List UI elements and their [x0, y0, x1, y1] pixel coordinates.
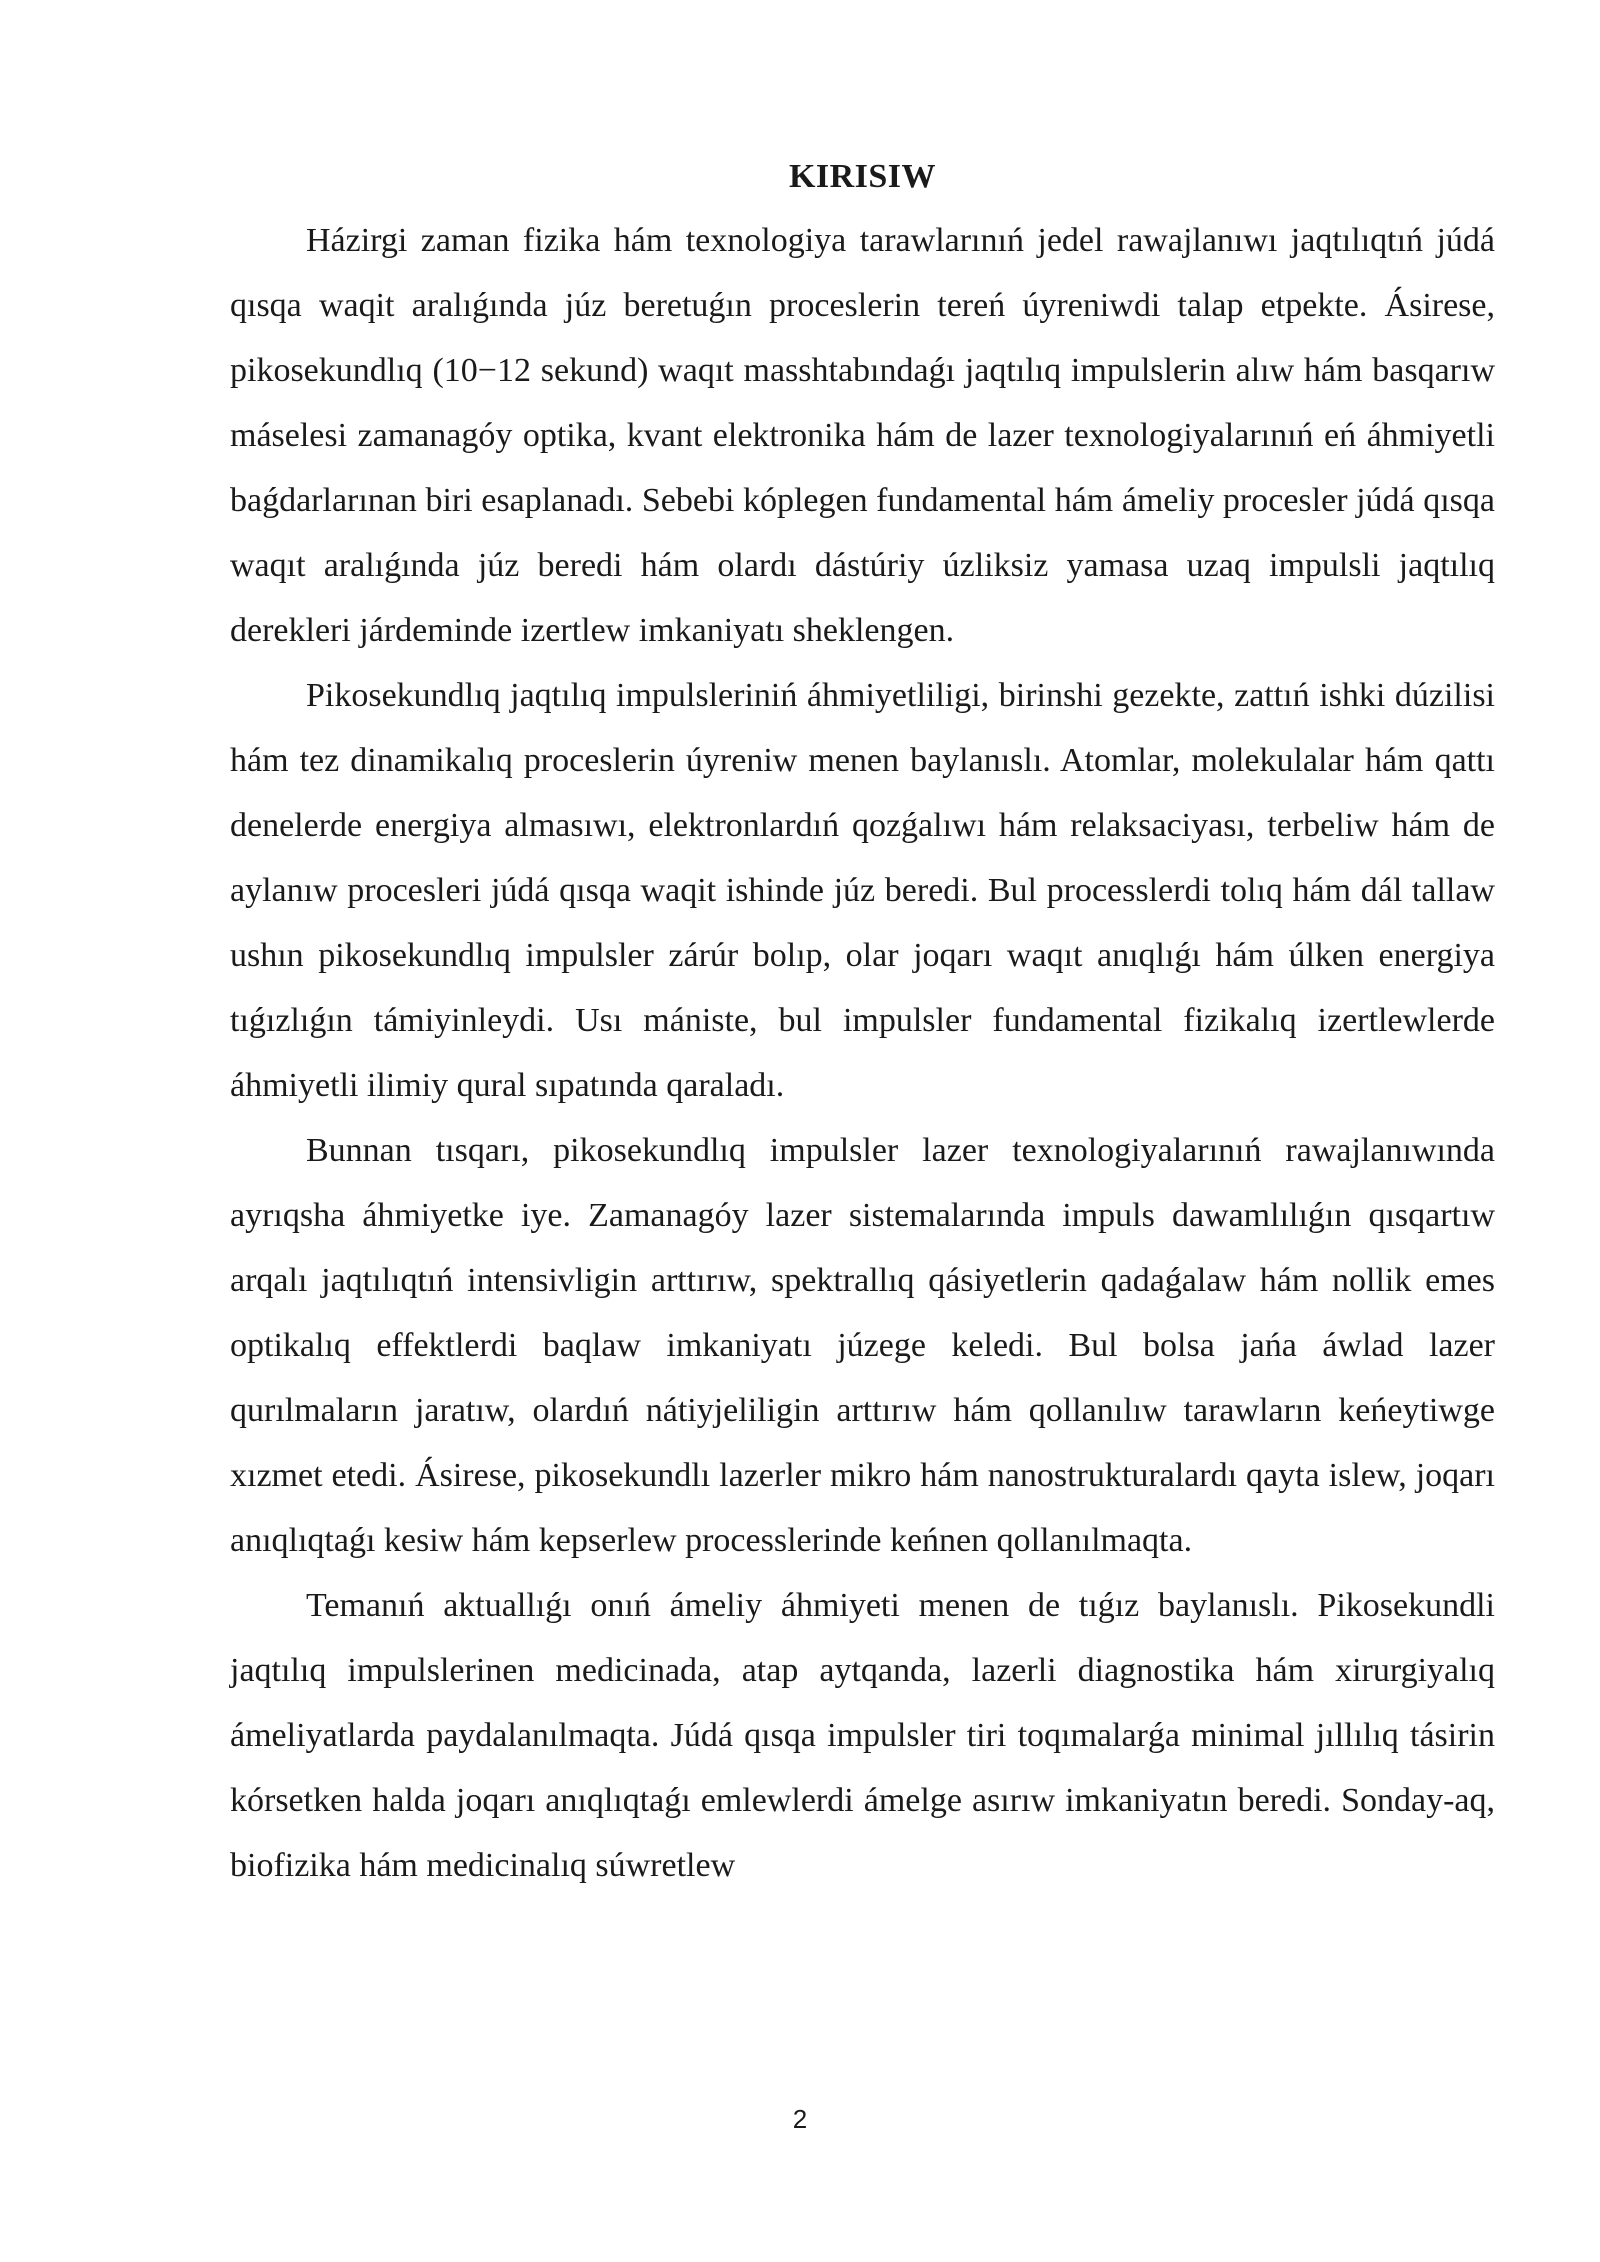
paragraph-1: Házirgi zaman fizika hám texnologiya tarawlarınıń jedel rawajlanıwı jaqtılıqtıń júdá qısqa waqit aralıǵında júz beretuǵın proceslerin tereń úyreniwdi talap etpekte. Ásirese, pikosekundlıq (10−12 sekund) waqıt masshtabındaǵı jaqtılıq impulslerin alıw hám basqarıw máselesi zamanagóy optika, kvant elektronika hám de lazer texnologiyalarınıń eń áhmiyetli baǵdarlarınan biri esaplanadı. Sebebi kóplegen fundamental hám ámeliy procesler júdá qısqa waqıt aralıǵında júz beredi hám olardı dástúriy úzliksiz yamasa uzaq impulsli jaqtılıq derekleri járdeminde izertlew imkaniyatı sheklengen.: [230, 222, 1495, 649]
section-title: KIRISIW: [788, 158, 937, 195]
paragraph-3: Bunnan tısqarı, pikosekundlıq impulsler lazer texnologiyalarınıń rawajlanıwında ayrıqsha áhmiyetke iye. Zamanagóy lazer sistemalarında impuls dawamlılıǵın qısqartıw arqalı jaqtılıqtıń intensivligin arttırıw, spektrallıq qásiyetlerin qadaǵalaw hám nollik emes optikalıq effektlerdi baqlaw imkaniyatı júzege keledi. Bul bolsa jańa áwlad lazer qurılmaların jaratıw, olardıń nátiyjeliligin arttırıw hám qollanılıw tarawların keńeytiwge xızmet etedi. Ásirese, pikosekundlı lazerler mikro hám nanostrukturalardı qayta islew, joqarı anıqlıqtaǵı kesiw hám kepserlew processlerinde keńnen qollanılmaqta.: [230, 1132, 1495, 1559]
page-content: [230, 146, 1495, 1898]
paragraph-2: Pikosekundlıq jaqtılıq impulsleriniń áhmiyetliligi, birinshi gezekte, zattıń ishki dúzilisi hám tez dinamikalıq proceslerin úyreniw menen baylanıslı. Atomlar, molekulalar hám qattı denelerde energiya almasıwı, elektronlardıń qozǵalıwı hám relaksaciyası, terbeliw hám de aylanıw procesleri júdá qısqa waqit ishinde júz beredi. Bul processlerdi tolıq hám dál tallaw ushın pikosekundlıq impulsler zárúr bolıp, olar joqarı waqıt anıqlıǵı hám úlken energiya tıǵızlıǵın támiyinleydi. Usı mániste, bul impulsler fundamental fizikalıq izertlewlerde áhmiyetli ilimiy qural sıpatında qaraladı.: [230, 677, 1495, 1104]
paragraph-4: Temanıń aktuallıǵı onıń ámeliy áhmiyeti menen de tıǵız baylanıslı. Pikosekundli jaqtılıq impulslerinen medicinada, atap aytqanda, lazerli diagnostika hám xirurgiyalıq ámeliyatlarda paydalanılmaqta. Júdá qısqa impulsler tiri toqımalarǵa minimal jıllılıq tásirin kórsetken halda joqarı anıqlıqtaǵı emlewlerdi ámelge asırıw imkaniyatın beredi. Sonday-aq, biofizika hám medicinalıq súwretlew: [230, 1587, 1495, 1884]
page-number: 2: [792, 2104, 808, 2134]
